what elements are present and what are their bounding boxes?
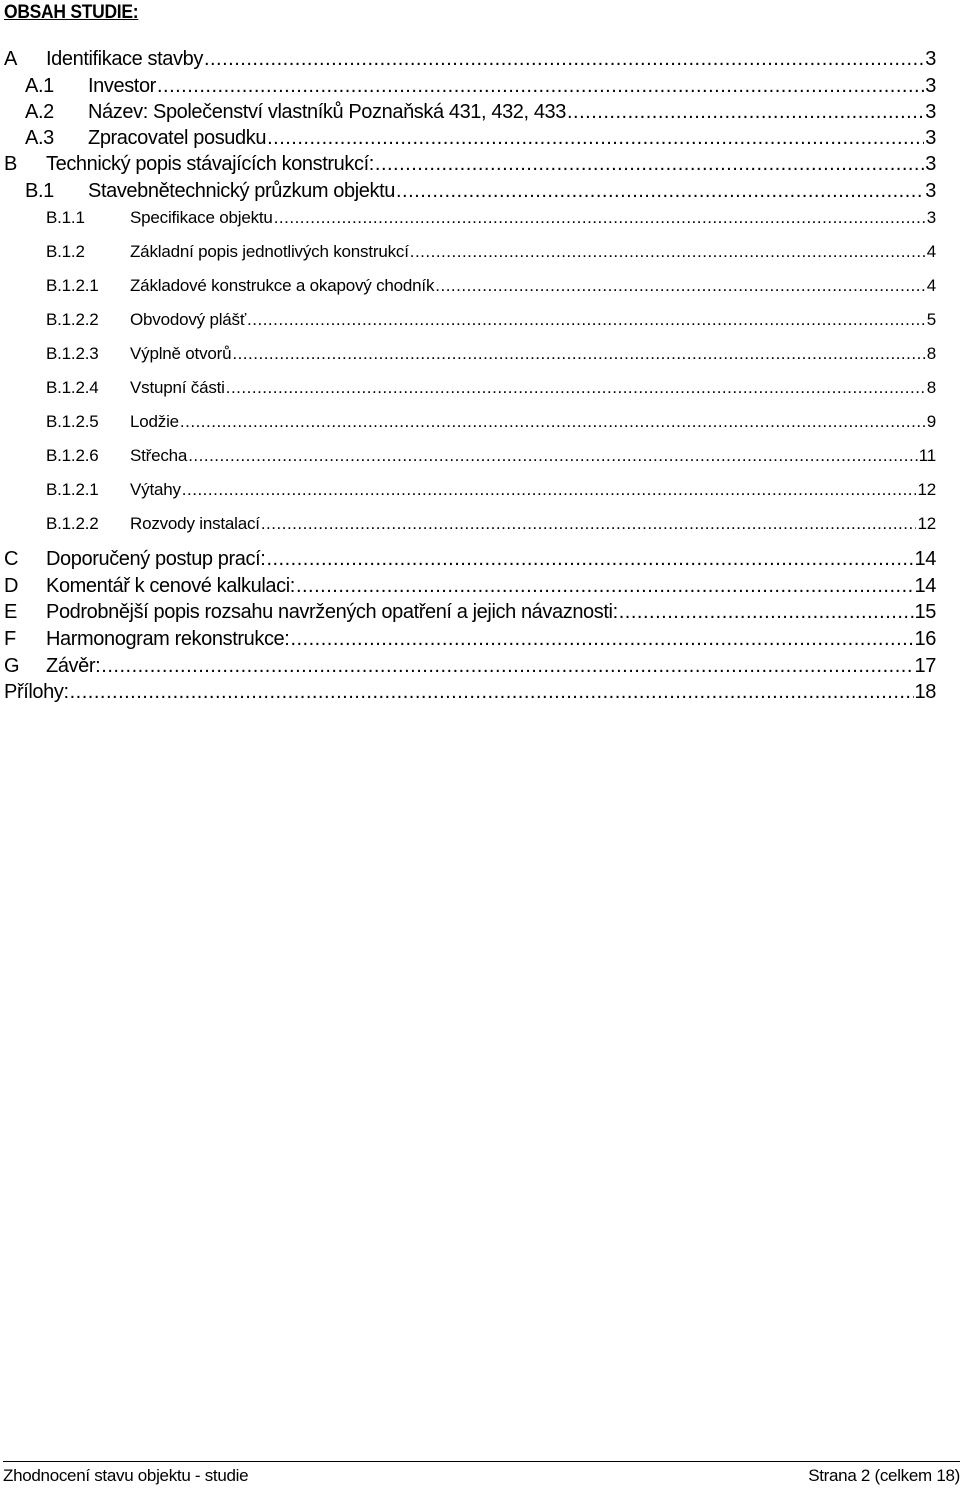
toc-entry[interactable] xyxy=(4,548,936,571)
toc-leader xyxy=(204,48,924,71)
toc-leader xyxy=(619,601,914,624)
toc-number: B.1 xyxy=(25,180,54,202)
footer-divider xyxy=(3,1461,960,1462)
toc-title: Rozvody instalací xyxy=(130,514,260,533)
toc-number: B.1.1 xyxy=(46,208,85,227)
toc-entry[interactable] xyxy=(4,48,936,71)
toc-title: Obvodový plášť xyxy=(130,310,247,329)
toc-title: Doporučený postup prací: xyxy=(46,548,266,570)
toc-title: Přílohy: xyxy=(4,681,69,703)
toc-entry[interactable] xyxy=(46,514,936,534)
toc-number: B xyxy=(4,153,17,175)
toc-entry[interactable] xyxy=(4,575,936,598)
toc-page: 3 xyxy=(925,127,936,149)
toc-title: Investor xyxy=(88,75,156,97)
toc-leader xyxy=(567,101,924,124)
toc-number: B.1.2.2 xyxy=(46,310,99,329)
toc-entry[interactable] xyxy=(4,681,936,704)
toc-entry[interactable] xyxy=(46,242,936,262)
toc-number: C xyxy=(4,548,19,570)
toc-leader xyxy=(267,127,924,150)
toc-number: A.2 xyxy=(25,101,54,123)
toc-leader xyxy=(247,310,926,330)
toc-title: Harmonogram rekonstrukce: xyxy=(46,628,290,650)
toc-number: B.1.2 xyxy=(46,242,85,261)
footer-page-number: Strana 2 (celkem 18) xyxy=(808,1466,960,1485)
toc-title: Technický popis stávajících konstrukcí: xyxy=(46,153,374,175)
toc-page: 14 xyxy=(914,548,936,570)
toc-page: 3 xyxy=(925,180,936,202)
toc-number: B.1.2.2 xyxy=(46,514,99,533)
toc-entry[interactable] xyxy=(46,208,936,228)
page-title: OBSAH STUDIE: xyxy=(4,2,139,23)
toc-entry[interactable] xyxy=(46,310,936,330)
toc-leader xyxy=(188,446,918,466)
toc-number: B.1.2.1 xyxy=(46,480,99,499)
toc-entry[interactable] xyxy=(4,153,936,176)
toc-entry[interactable] xyxy=(25,101,936,124)
toc-leader xyxy=(226,378,926,398)
toc-entry[interactable] xyxy=(46,344,936,364)
toc-number: A xyxy=(4,48,17,70)
toc-title: Lodžie xyxy=(130,412,179,431)
toc-leader xyxy=(180,412,926,432)
toc-title: Komentář k cenové kalkulaci: xyxy=(46,575,295,597)
toc-leader xyxy=(274,208,926,228)
toc-entry[interactable] xyxy=(25,180,936,203)
toc-entry[interactable] xyxy=(25,127,936,150)
footer-document-title: Zhodnocení stavu objektu - studie xyxy=(3,1466,249,1485)
toc-leader xyxy=(296,575,914,598)
toc-title: Základní popis jednotlivých konstrukcí xyxy=(130,242,409,261)
toc-leader xyxy=(70,681,914,704)
toc-page: 9 xyxy=(926,412,936,431)
toc-page: 3 xyxy=(925,48,936,70)
toc-leader xyxy=(396,180,924,203)
toc-leader xyxy=(375,153,924,176)
toc-leader xyxy=(101,655,913,678)
toc-entry[interactable] xyxy=(46,378,936,398)
toc-page: 17 xyxy=(914,655,936,677)
toc-title: Výplně otvorů xyxy=(130,344,232,363)
toc-number: D xyxy=(4,575,19,597)
toc-leader xyxy=(410,242,926,262)
toc-title: Základové konstrukce a okapový chodník xyxy=(130,276,435,295)
toc-title: Název: Společenství vlastníků Poznaňská 431, 432, 433 xyxy=(88,101,566,123)
toc-entry[interactable] xyxy=(4,601,936,624)
toc-entry[interactable] xyxy=(46,276,936,296)
toc-number: A.1 xyxy=(25,75,54,97)
toc-leader xyxy=(266,548,913,571)
toc-entry[interactable] xyxy=(46,412,936,432)
toc-title: Střecha xyxy=(130,446,188,465)
toc-title: Výtahy xyxy=(130,480,181,499)
toc-leader xyxy=(182,480,917,500)
toc-leader xyxy=(157,75,924,98)
toc-title: Stavebnětechnický průzkum objektu xyxy=(88,180,395,202)
toc-leader xyxy=(261,514,917,534)
toc-number: B.1.2.6 xyxy=(46,446,99,465)
toc-entry[interactable] xyxy=(46,446,936,466)
toc-page: 8 xyxy=(926,344,936,363)
toc-title: Závěr: xyxy=(46,655,101,677)
toc-number: B.1.2.1 xyxy=(46,276,99,295)
toc-number: B.1.2.5 xyxy=(46,412,99,431)
toc-page: 18 xyxy=(914,681,936,703)
toc-page: 3 xyxy=(926,208,936,227)
toc-page: 15 xyxy=(914,601,936,623)
toc-entry[interactable] xyxy=(4,628,936,651)
toc-page: 4 xyxy=(926,276,936,295)
toc-page: 3 xyxy=(925,153,936,175)
toc-page: 11 xyxy=(918,446,936,465)
toc-leader xyxy=(232,344,925,364)
toc-leader xyxy=(290,628,913,651)
toc-page: 5 xyxy=(926,310,936,329)
toc-page: 4 xyxy=(926,242,936,261)
toc-page: 3 xyxy=(925,101,936,123)
toc-page: 16 xyxy=(914,628,936,650)
toc-title: Podrobnější popis rozsahu navržených opatření a jejich návaznosti: xyxy=(46,601,618,623)
toc-title: Specifikace objektu xyxy=(130,208,273,227)
toc-entry[interactable] xyxy=(46,480,936,500)
toc-title: Vstupní části xyxy=(130,378,225,397)
toc-number: B.1.2.4 xyxy=(46,378,99,397)
toc-title: Zpracovatel posudku xyxy=(88,127,267,149)
toc-number: G xyxy=(4,655,20,677)
toc-number: F xyxy=(4,628,16,650)
toc-entry[interactable] xyxy=(4,655,936,678)
toc-title: Identifikace stavby xyxy=(46,48,203,70)
toc-number: E xyxy=(4,601,17,623)
toc-page: 8 xyxy=(926,378,936,397)
toc-page: 3 xyxy=(925,75,936,97)
toc-entry[interactable] xyxy=(25,75,936,98)
toc-leader xyxy=(435,276,925,296)
toc-number: B.1.2.3 xyxy=(46,344,99,363)
toc-page: 14 xyxy=(914,575,936,597)
toc-page: 12 xyxy=(917,514,936,533)
toc-page: 12 xyxy=(917,480,936,499)
toc-number: A.3 xyxy=(25,127,54,149)
